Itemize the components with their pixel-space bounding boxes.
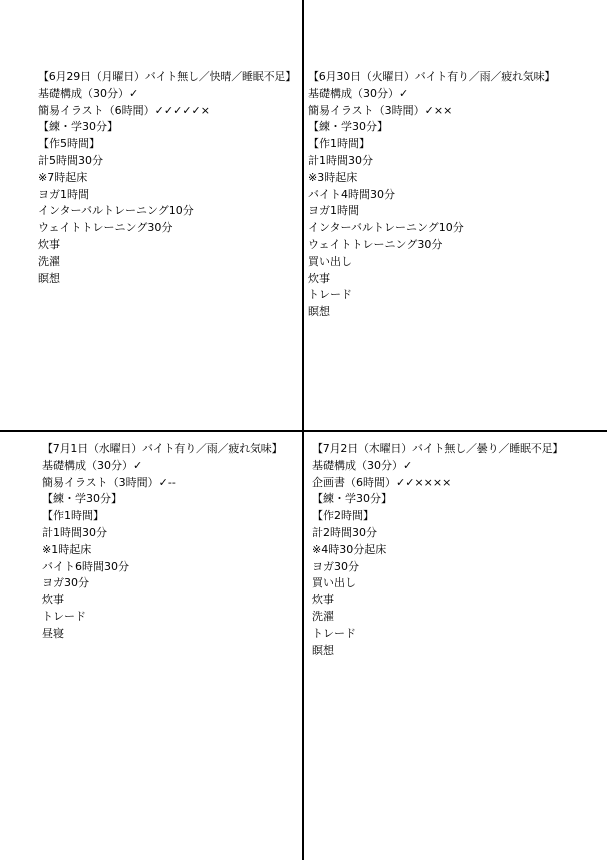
log-entry: トレード <box>308 288 352 302</box>
log-entry: 【作2時間】 <box>312 509 374 523</box>
log-entry: 計2時間30分 <box>312 525 377 539</box>
log-entry: 【練・学30分】 <box>42 492 122 506</box>
log-entry: ウェイトトレーニング30分 <box>38 221 173 235</box>
log-entry: 基礎構成（30分）✓ <box>38 86 139 100</box>
log-entry: ヨガ30分 <box>312 559 359 573</box>
log-entry: 基礎構成（30分）✓ <box>42 458 143 472</box>
log-entry: ※7時起床 <box>38 170 88 184</box>
log-entry: ※4時30分起床 <box>312 542 387 556</box>
log-entry: 洗濯 <box>38 254 60 268</box>
day-log-jul-1 <box>42 441 332 643</box>
log-entry: ヨガ30分 <box>42 576 89 590</box>
log-entry: 簡易イラスト（3時間）✓-- <box>42 475 176 489</box>
log-entry: インターバルトレーニング10分 <box>38 204 194 218</box>
log-entry: ウェイトトレーニング30分 <box>308 237 443 251</box>
log-entry: 昼寝 <box>42 626 64 640</box>
day-log-jun-29 <box>38 69 328 287</box>
log-entry: 簡易イラスト（6時間）✓✓✓✓✓× <box>38 103 210 117</box>
log-entry: インターバルトレーニング10分 <box>308 221 464 235</box>
log-entry: ヨガ1時間 <box>308 204 359 218</box>
log-entry: 計1時間30分 <box>308 153 373 167</box>
log-entry: 企画書（6時間）✓✓×××× <box>312 475 452 489</box>
log-entry: 【作5時間】 <box>38 137 100 151</box>
log-entry: 炊事 <box>308 271 330 285</box>
log-entry: トレード <box>42 609 86 623</box>
log-entry: 【練・学30分】 <box>312 492 392 506</box>
log-entry: 瞑想 <box>38 271 60 285</box>
log-entry: トレード <box>312 626 356 640</box>
day-header: 【6月29日（月曜日）バイト無し／快晴／睡眠不足】 <box>38 70 296 83</box>
day-header: 【6月30日（火曜日）バイト有り／雨／疲れ気味】 <box>308 70 556 83</box>
day-log-jul-2 <box>312 441 602 659</box>
horizontal-divider <box>0 430 607 432</box>
log-entry: 【作1時間】 <box>42 509 104 523</box>
log-entry: 【練・学30分】 <box>38 120 118 134</box>
log-entry: 計5時間30分 <box>38 153 103 167</box>
log-entry: 基礎構成（30分）✓ <box>312 458 413 472</box>
log-entry: 瞑想 <box>308 305 330 319</box>
log-entry: 買い出し <box>308 254 352 268</box>
log-entry: 【作1時間】 <box>308 137 370 151</box>
log-entry: バイト4時間30分 <box>308 187 395 201</box>
log-entry: 炊事 <box>38 237 60 251</box>
log-entry: 計1時間30分 <box>42 525 107 539</box>
log-entry: 【練・学30分】 <box>308 120 388 134</box>
log-entry: 瞑想 <box>312 643 334 657</box>
log-entry: 簡易イラスト（3時間）✓×× <box>308 103 453 117</box>
log-entry: 買い出し <box>312 576 356 590</box>
day-header: 【7月2日（木曜日）バイト無し／曇り／睡眠不足】 <box>312 442 564 455</box>
log-entry: 炊事 <box>42 593 64 607</box>
log-entry: ヨガ1時間 <box>38 187 89 201</box>
log-entry: 洗濯 <box>312 609 334 623</box>
log-entry: 炊事 <box>312 593 334 607</box>
log-entry: 基礎構成（30分）✓ <box>308 86 409 100</box>
log-entry: ※1時起床 <box>42 542 92 556</box>
day-log-jun-30 <box>308 69 598 321</box>
log-entry: バイト6時間30分 <box>42 559 129 573</box>
day-header: 【7月1日（水曜日）バイト有り／雨／疲れ気味】 <box>42 442 283 455</box>
log-entry: ※3時起床 <box>308 170 358 184</box>
